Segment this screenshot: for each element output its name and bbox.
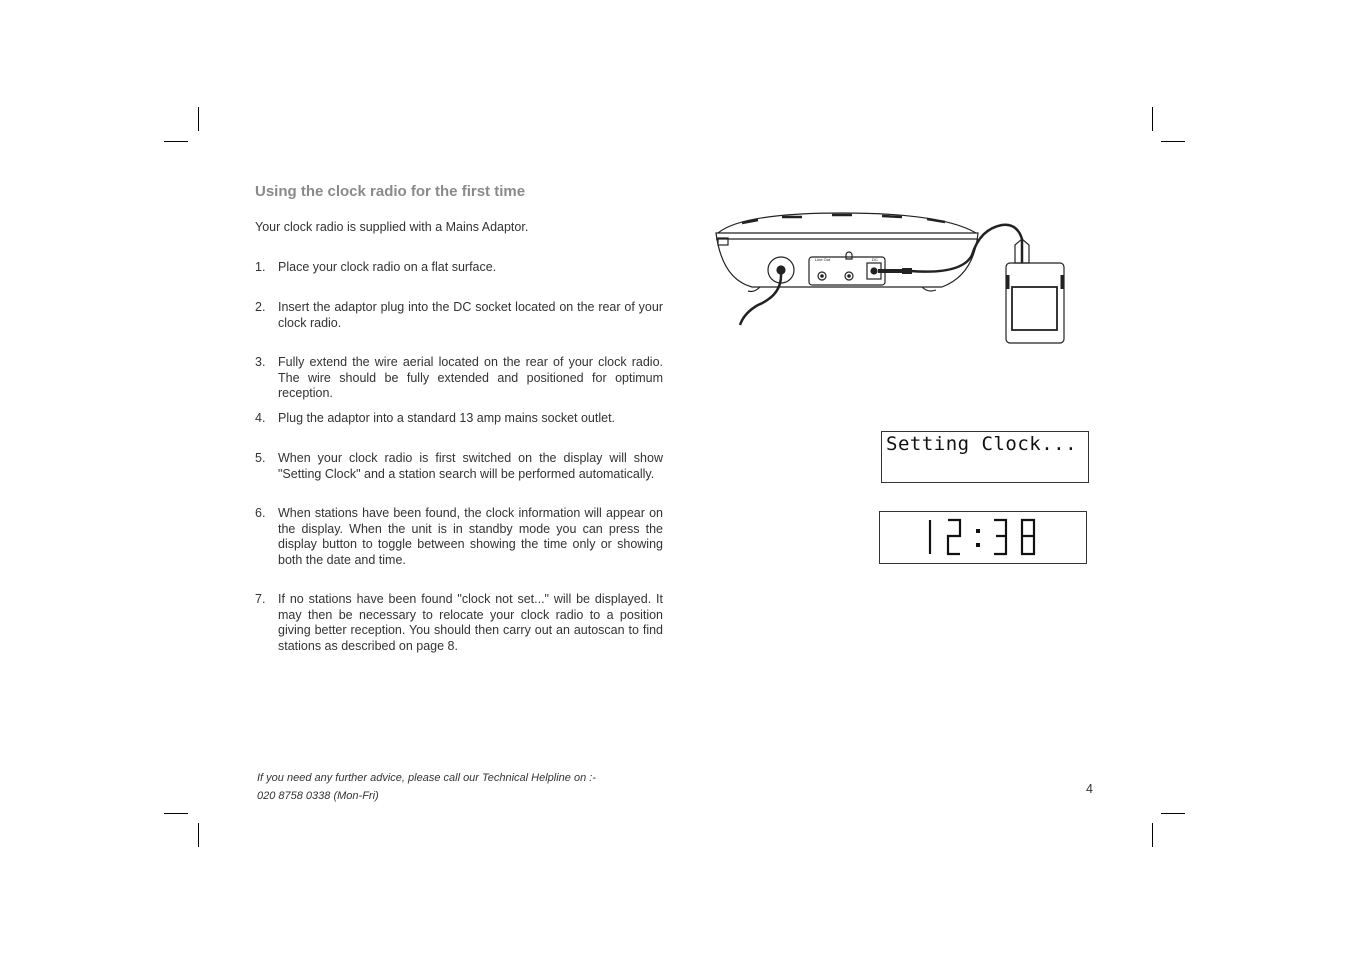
crop-mark [198,107,199,131]
step-text: If no stations have been found "clock not set..." will be displayed. It may then be necessary to relocate your clock radio to a position giving better reception. You should then carry out an autoscan to find stations as described on page 8. [278,592,663,653]
step-text: Place your clock radio on a flat surface. [278,260,497,274]
step-number: 4. [255,411,266,425]
step-number: 6. [255,506,266,520]
lcd-setting-text: Setting Clock... [886,433,1078,455]
step-number: 2. [255,300,266,314]
step-item [255,451,663,482]
crop-mark [1152,823,1153,847]
step-item [255,411,663,427]
step-text: Fully extend the wire aerial located on the rear of your clock radio. The wire should be fully extended and positioned for optimum reception. [278,355,663,400]
helpline-number: 020 8758 0338 (Mon-Fri) [257,790,379,802]
step-number: 5. [255,451,266,465]
step-text: When stations have been found, the clock information will appear on the display. When the unit is in standby mode you can press the display button to toggle between showing the time only or showing both the date and time. [278,506,663,567]
crop-mark [198,823,199,847]
line-out-label: Line Out [815,257,831,262]
step-item [255,355,663,402]
step-text: When your clock radio is first switched on the display will show "Setting Clock" and a station search will be performed automatically. [278,451,663,481]
page-heading: Using the clock radio for the first time [255,183,526,200]
page-number: 4 [1086,782,1093,796]
time-readout [880,512,1086,563]
step-number: 1. [255,260,266,274]
step-item [255,506,663,568]
clock-radio-illustration [712,205,1072,345]
crop-mark [1161,813,1185,814]
step-item [255,592,663,654]
step-item [255,300,663,331]
helpline-note [257,769,596,805]
step-number: 3. [255,355,266,369]
step-text: Plug the adaptor into a standard 13 amp mains socket outlet. [278,411,616,425]
lcd-setting-clock [881,431,1089,483]
crop-mark [164,141,188,142]
step-item [255,260,663,276]
dc-label: DC [872,257,878,262]
crop-mark [1161,141,1185,142]
step-number: 7. [255,592,266,606]
intro-text: Your clock radio is supplied with a Mains Adaptor. [255,220,529,234]
crop-mark [1152,107,1153,131]
helpline-text: If you need any further advice, please call our Technical Helpline on :- [257,772,596,784]
step-text: Insert the adaptor plug into the DC socket located on the rear of your clock radio. [278,300,663,330]
lcd-time-display [879,511,1087,564]
crop-mark [164,813,188,814]
